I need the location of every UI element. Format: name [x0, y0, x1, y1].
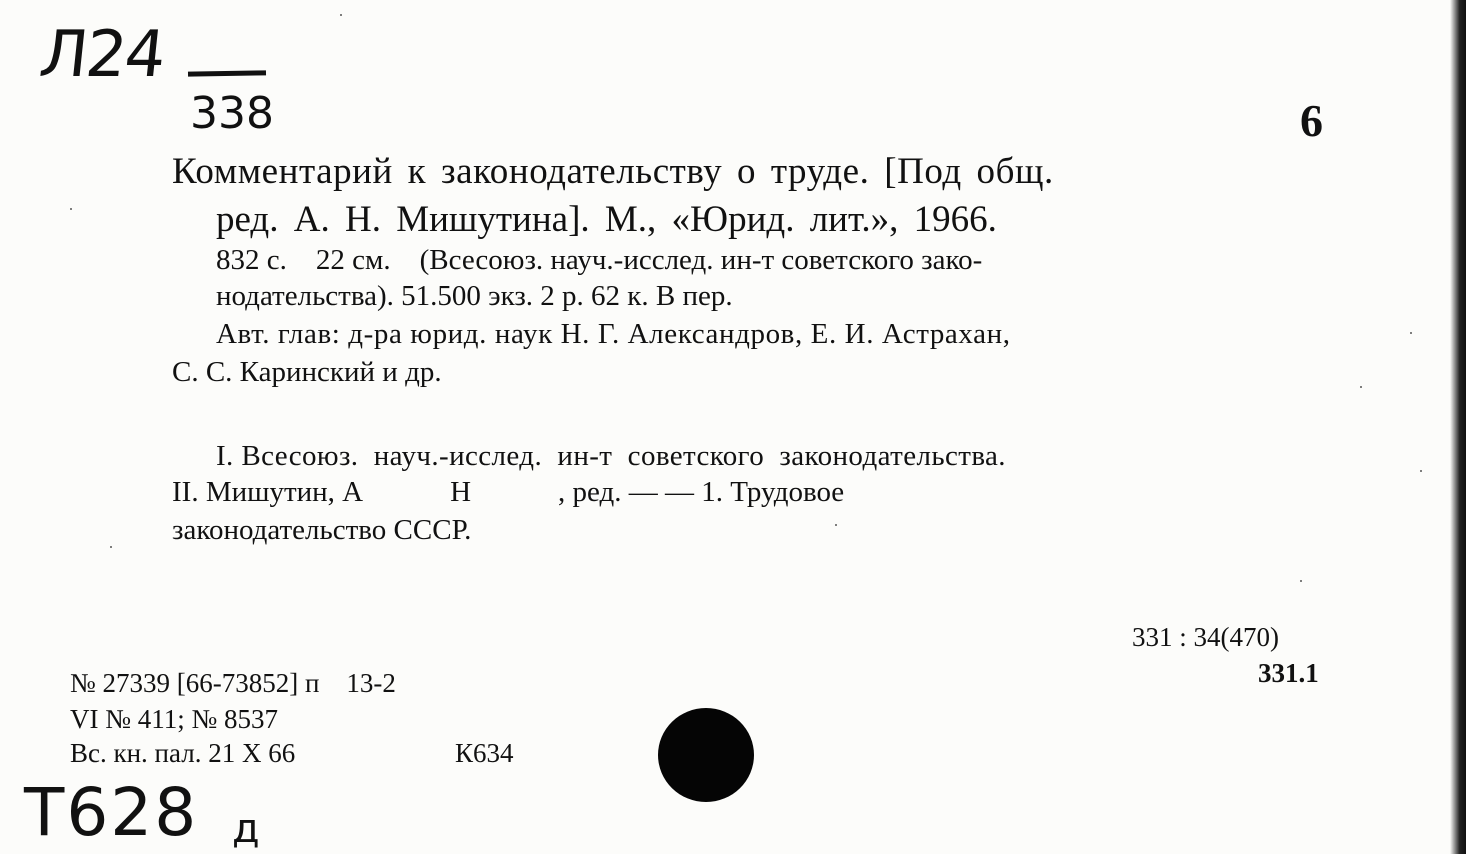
- shelfmark-fraction-bar: [188, 70, 266, 76]
- tracing-line-1: I. Всесоюз. науч.-исслед. ин-т советского законодательства.: [216, 440, 1006, 472]
- bbk-code: 331.1: [1258, 658, 1319, 688]
- scan-speck: [340, 14, 342, 16]
- scan-speck: [1300, 580, 1302, 582]
- authors-note-line-2: С. С. Каринский и др.: [172, 356, 442, 388]
- registration-line-2: VI № 411; № 8537: [70, 704, 279, 734]
- scan-speck: [1360, 386, 1362, 388]
- shelfmark-bottom: Т628: [24, 774, 199, 851]
- registration-line-3: Вс. кн. пал. 21 X 66: [70, 738, 296, 768]
- card-edge: [1450, 0, 1466, 854]
- tracing-line-2: II. Мишутин, А Н , ред. — — 1. Трудовое: [172, 476, 845, 508]
- scan-speck: [1420, 470, 1422, 472]
- authors-note-line-1: Авт. глав: д-ра юрид. наук Н. Г. Александров, Е. И. Астрахан,: [216, 318, 1011, 350]
- registration-line-1: № 27339 [66-73852] п 13-2: [70, 668, 396, 698]
- tracing-line-3: законодательство СССР.: [172, 514, 472, 546]
- shelfmark-top: Л24: [36, 18, 168, 92]
- scan-speck: [1410, 332, 1412, 334]
- description-line-1: 832 с. 22 см. (Всесоюз. науч.-исслед. ин-т советского зако-: [216, 244, 983, 276]
- punch-hole: [658, 708, 754, 802]
- shelfmark-bottom-suffix: д: [232, 806, 260, 852]
- scan-speck: [70, 208, 72, 210]
- scan-speck: [835, 524, 837, 526]
- title-line-1: Комментарий к законодательству о труде. [Под общ.: [172, 151, 1054, 192]
- description-line-2: нодательства). 51.500 экз. 2 р. 62 к. В пер.: [216, 280, 733, 312]
- registration-code: К634: [455, 738, 514, 768]
- card-number: 6: [1300, 95, 1323, 146]
- title-line-2: ред. А. Н. Мишутина]. М., «Юрид. лит.», 1966.: [216, 199, 997, 240]
- shelfmark-fraction: 338: [190, 88, 274, 139]
- udc-code: 331 : 34(470): [1132, 622, 1279, 652]
- scan-speck: [110, 546, 112, 548]
